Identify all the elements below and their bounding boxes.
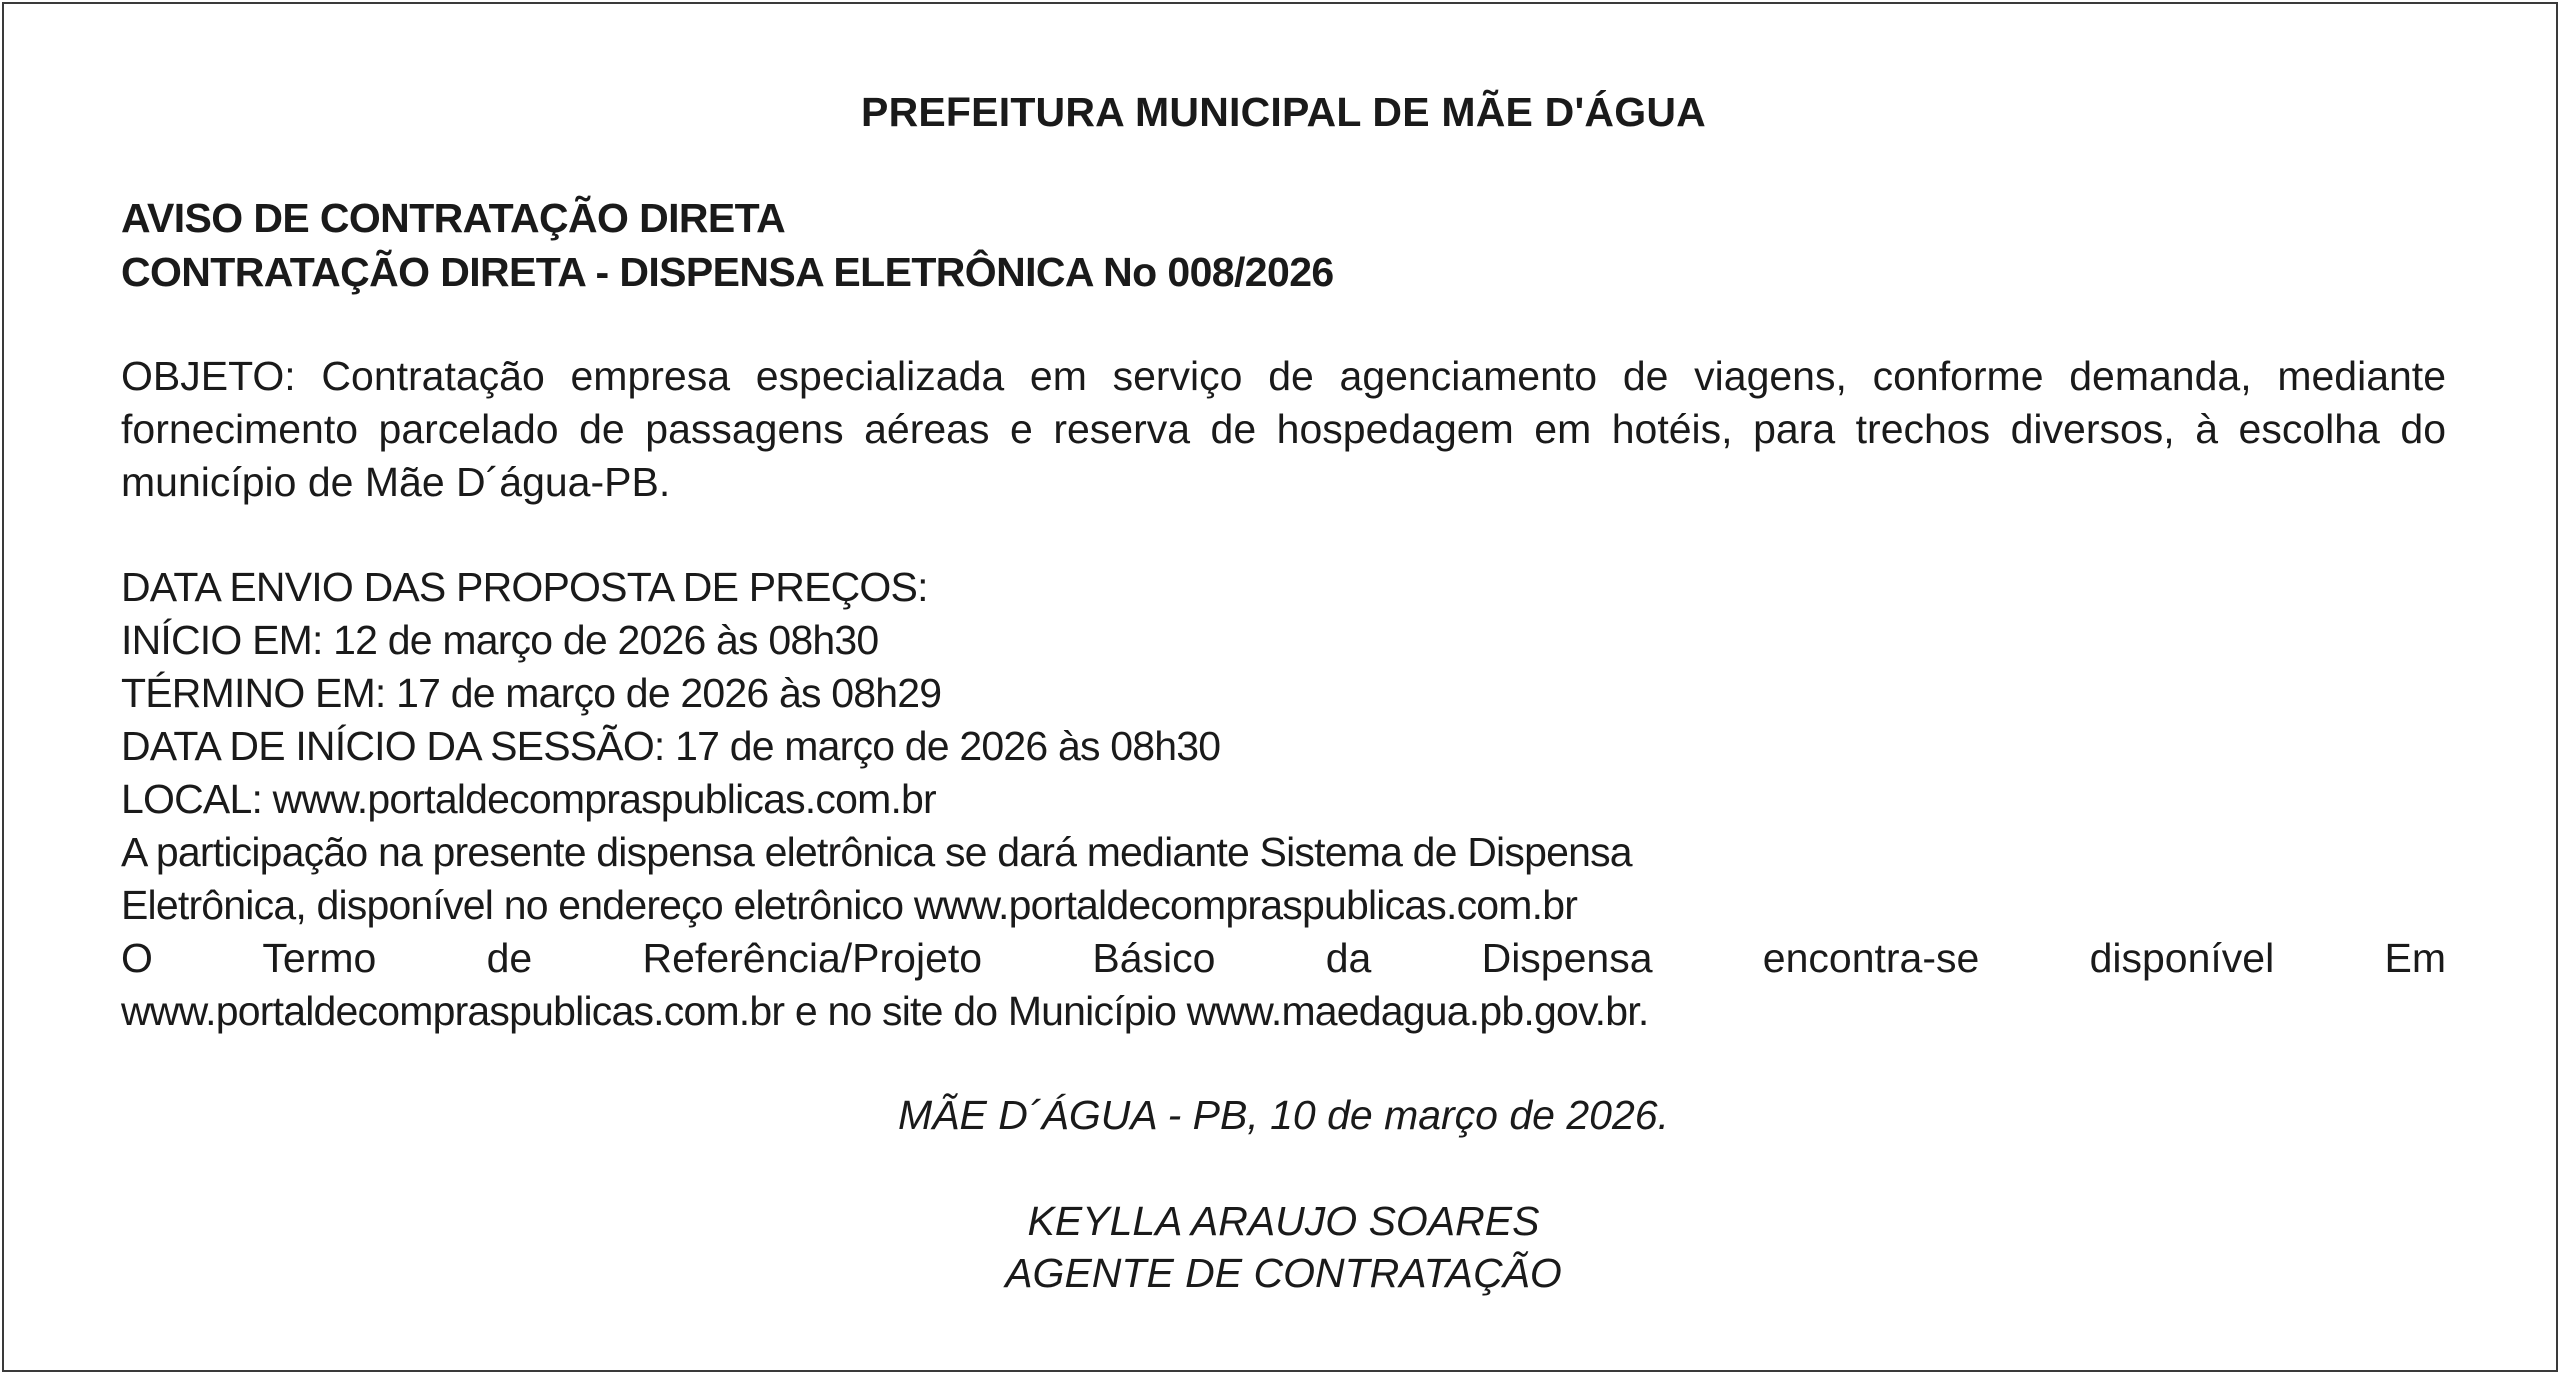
start-date-line: INÍCIO EM: 12 de março de 2026 às 08h30: [121, 617, 879, 663]
participation-line-2: Eletrônica, disponível no endereço eletrônico www.portaldecompraspublicas.com.br: [121, 882, 1578, 928]
terms-line-1: O Termo de Referência/Projeto Básico da Dispensa encontra-se disponível Em: [121, 935, 2446, 981]
participation-line-1: A participação na presente dispensa eletrônica se dará mediante Sistema de Dispensa: [121, 829, 1632, 875]
notice-title: AVISO DE CONTRATAÇÃO DIRETA: [121, 195, 786, 241]
notice-subtitle: CONTRATAÇÃO DIRETA - DISPENSA ELETRÔNICA No 008/2026: [121, 249, 1334, 295]
signatory-name: KEYLLA ARAUJO SOARES: [1027, 1198, 1540, 1244]
end-date-line: TÉRMINO EM: 17 de março de 2026 às 08h29: [121, 670, 942, 716]
signatory-role: AGENTE DE CONTRATAÇÃO: [1005, 1250, 1562, 1296]
municipality-heading: PREFEITURA MUNICIPAL DE MÃE D'ÁGUA: [861, 89, 1706, 135]
object-paragraph: OBJETO: Contratação empresa especializada em serviço de agenciamento de viagens, conforme demanda, mediante fornecimento parcelado de passagens aéreas e reserva de hospedagem em hotéis, para trechos diversos, à escolha do município de Mãe D´água-PB.: [121, 353, 2446, 505]
notice-document: [2, 2, 2558, 1372]
terms-line-2: www.portaldecompraspublicas.com.br e no site do Município www.maedagua.pb.gov.br.: [121, 988, 1649, 1034]
proposals-date-label: DATA ENVIO DAS PROPOSTA DE PREÇOS:: [121, 564, 928, 610]
location-line: LOCAL: www.portaldecompraspublicas.com.br: [121, 776, 936, 822]
session-start-line: DATA DE INÍCIO DA SESSÃO: 17 de março de 2026 às 08h30: [121, 723, 1221, 769]
place-date: MÃE D´ÁGUA - PB, 10 de março de 2026.: [898, 1092, 1669, 1138]
